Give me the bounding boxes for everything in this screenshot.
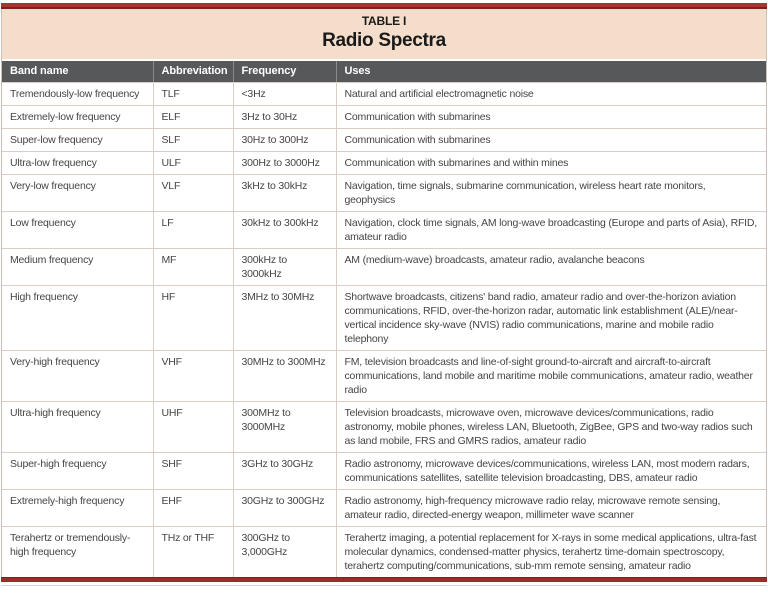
cell-uses: Communication with submarines — [336, 129, 766, 152]
table-row — [2, 175, 766, 212]
table-row — [2, 152, 766, 175]
table-row — [2, 402, 766, 453]
cell-band: Extremely-low frequency — [2, 106, 153, 129]
table-number: TABLE I — [361, 14, 407, 28]
cell-abbr: ELF — [153, 106, 233, 129]
cell-band: Medium frequency — [2, 249, 153, 286]
cell-band: Tremendously-low frequency — [2, 83, 153, 106]
table-row — [2, 351, 766, 402]
cell-abbr: UHF — [153, 402, 233, 453]
cell-uses: Shortwave broadcasts, citizens' band radio, amateur radio and over-the-horizon aviation communications, RFID, over-the-horizon radar, automatic link establishment (ALE)/near-vertical incidence sky-wave (NVIS) radio communications, marine and mobile radio telephony — [336, 286, 766, 351]
table-title-block — [2, 9, 766, 61]
cell-freq: 30GHz to 300GHz — [233, 490, 336, 527]
cell-abbr: ULF — [153, 152, 233, 175]
cell-uses: Communication with submarines and within mines — [336, 152, 766, 175]
cell-abbr: SHF — [153, 453, 233, 490]
cell-band: Very-high frequency — [2, 351, 153, 402]
cell-uses: Natural and artificial electromagnetic noise — [336, 83, 766, 106]
table-row — [2, 249, 766, 286]
table-header — [2, 61, 766, 83]
cell-freq: 30MHz to 300MHz — [233, 351, 336, 402]
cell-band: High frequency — [2, 286, 153, 351]
cell-uses: Television broadcasts, microwave oven, microwave devices/communications, radio astronomy, mobile phones, wireless LAN, Bluetooth, ZigBee, GPS and two-way radios such as land mobile, FRS and GMRS radios, amateur radio — [336, 402, 766, 453]
cell-uses: AM (medium-wave) broadcasts, amateur radio, avalanche beacons — [336, 249, 766, 286]
cell-freq: 30kHz to 300kHz — [233, 212, 336, 249]
cell-abbr: THz or THF — [153, 527, 233, 578]
cell-uses: Navigation, time signals, submarine communication, wireless heart rate monitors, geophysics — [336, 175, 766, 212]
cell-freq: 300kHz to 3000kHz — [233, 249, 336, 286]
cell-band: Super-low frequency — [2, 129, 153, 152]
cell-freq: 300MHz to 3000MHz — [233, 402, 336, 453]
cell-uses: Terahertz imaging, a potential replacement for X-rays in some medical applications, ultra-fast molecular dynamics, condensed-matter physics, terahertz time-domain spectroscopy, terahertz computing/communications, sub-mm remote sensing, amateur radio — [336, 527, 766, 578]
cell-freq: 30Hz to 300Hz — [233, 129, 336, 152]
cell-freq: <3Hz — [233, 83, 336, 106]
table-body — [2, 83, 766, 578]
table-row — [2, 83, 766, 106]
column-header-band-name: Band name — [2, 61, 153, 83]
cell-band: Ultra-low frequency — [2, 152, 153, 175]
column-header-frequency: Frequency — [233, 61, 336, 83]
column-header-abbreviation: Abbreviation — [153, 61, 233, 83]
cell-band: Super-high frequency — [2, 453, 153, 490]
cell-band: Extremely-high frequency — [2, 490, 153, 527]
table-row — [2, 490, 766, 527]
cell-abbr: HF — [153, 286, 233, 351]
cell-abbr: SLF — [153, 129, 233, 152]
bottom-red-rule — [1, 577, 767, 582]
cell-abbr: VLF — [153, 175, 233, 212]
table-row — [2, 212, 766, 249]
cell-abbr: TLF — [153, 83, 233, 106]
table-row — [2, 129, 766, 152]
cell-abbr: EHF — [153, 490, 233, 527]
column-header-uses: Uses — [336, 61, 766, 83]
cell-uses: FM, television broadcasts and line-of-sight ground-to-aircraft and aircraft-to-aircraft communications, land mobile and maritime mobile communications, amateur radio, weather radio — [336, 351, 766, 402]
cell-freq: 300Hz to 3000Hz — [233, 152, 336, 175]
table-frame — [1, 9, 767, 577]
table-row — [2, 286, 766, 351]
table-title: Radio Spectra — [322, 30, 446, 51]
cell-band: Very-low frequency — [2, 175, 153, 212]
cell-abbr: LF — [153, 212, 233, 249]
cell-uses: Navigation, clock time signals, AM long-wave broadcasting (Europe and parts of Asia), RFID, amateur radio — [336, 212, 766, 249]
cell-freq: 3MHz to 30MHz — [233, 286, 336, 351]
cell-uses: Communication with submarines — [336, 106, 766, 129]
table-row — [2, 106, 766, 129]
cell-freq: 3GHz to 30GHz — [233, 453, 336, 490]
cell-band: Low frequency — [2, 212, 153, 249]
cell-uses: Radio astronomy, microwave devices/communications, wireless LAN, most modern radars, communications satellites, satellite television broadcasting, DBS, amateur radio — [336, 453, 766, 490]
cell-abbr: MF — [153, 249, 233, 286]
radio-spectra-table — [2, 61, 766, 577]
cell-freq: 3Hz to 30Hz — [233, 106, 336, 129]
cell-freq: 300GHz to 3,000GHz — [233, 527, 336, 578]
cell-freq: 3kHz to 30kHz — [233, 175, 336, 212]
cell-band: Terahertz or tremendously-high frequency — [2, 527, 153, 578]
header-row — [2, 61, 766, 83]
table-row — [2, 527, 766, 578]
cell-abbr: VHF — [153, 351, 233, 402]
cell-band: Ultra-high frequency — [2, 402, 153, 453]
cell-uses: Radio astronomy, high-frequency microwave radio relay, microwave remote sensing, amateur radio, directed-energy weapon, millimeter wave scanner — [336, 490, 766, 527]
table-row — [2, 453, 766, 490]
